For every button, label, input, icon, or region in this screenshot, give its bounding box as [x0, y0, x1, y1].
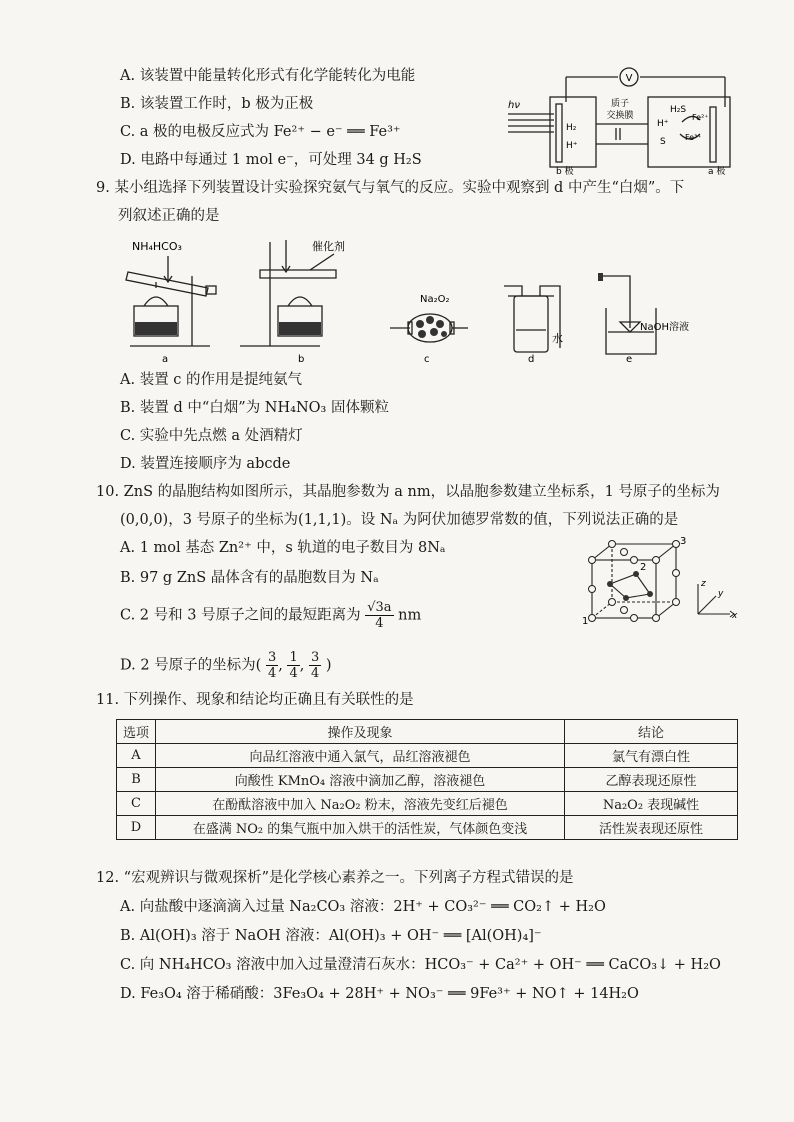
svg-text:2: 2	[640, 562, 647, 573]
q11-table	[116, 719, 738, 840]
svg-text:y: y	[718, 589, 724, 599]
svg-text:b 极: b 极	[556, 167, 574, 177]
table-header-cell: 结论	[565, 720, 738, 744]
table-cell: 向酸性 KMnO₄ 溶液中滴加乙醇，溶液褪色	[156, 768, 565, 792]
table-cell: D	[117, 816, 156, 840]
svg-text:H⁺: H⁺	[566, 141, 578, 151]
q10-option-c: C. 2 号和 3 号原子之间的最短距离为 $\frac{√3a}{4}$ nm	[120, 600, 422, 631]
q9-option-a: A. 装置 c 的作用是提纯氨气	[120, 372, 303, 388]
table-cell: 活性炭表现还原性	[565, 816, 738, 840]
svg-text:hν: hν	[508, 100, 520, 111]
q12-stem: 12. “宏观辨识与微观探析”是化学核心素养之一。下列离子方程式错误的是	[96, 870, 574, 886]
q10-unit-cell-diagram	[580, 538, 740, 628]
table-cell: 乙醇表现还原性	[565, 768, 738, 792]
svg-text:水: 水	[552, 332, 563, 345]
q9-option-d: D. 装置连接顺序为 abcde	[120, 456, 291, 472]
q10-option-d: D. 2 号原子的坐标为( $\frac{3}{4}$ , $\frac{1}{4}$ , $\frac{3}{4}$ )	[120, 650, 332, 681]
q12-option-a: A. 向盐酸中逐滴滴入过量 Na₂CO₃ 溶液：2H⁺ + CO₃²⁻ ══ CO₂↑ + H₂O	[120, 899, 606, 915]
table-cell: 在酚酞溶液中加入 Na₂O₂ 粉末，溶液先变红后褪色	[156, 792, 565, 816]
svg-text:Fe³⁺: Fe³⁺	[685, 133, 702, 142]
table-row	[117, 816, 738, 840]
q8-option-b: B. 该装置工作时，b 极为正极	[120, 96, 314, 112]
q9-option-c: C. 实验中先点燃 a 处酒精灯	[120, 428, 303, 444]
q10-stem: 10. ZnS 的晶胞结构如图所示，其晶胞参数为 a nm，以晶胞参数建立坐标系，1 号原子的坐标为	[96, 484, 720, 500]
svg-text:a: a	[162, 354, 169, 365]
q10-stem-cont: (0,0,0)，3 号原子的坐标为(1,1,1)。设 Nₐ 为阿伏加德罗常数的值，下列说法正确的是	[120, 512, 679, 528]
svg-text:e: e	[626, 354, 633, 365]
q12-option-b: B. Al(OH)₃ 溶于 NaOH 溶液：Al(OH)₃ + OH⁻ ══ [Al(OH)₄]⁻	[120, 928, 542, 944]
table-cell: Na₂O₂ 表现碱性	[565, 792, 738, 816]
q11-stem: 11. 下列操作、现象和结论均正确且有关联性的是	[96, 692, 414, 708]
table-cell: 在盛满 NO₂ 的集气瓶中加入烘干的活性炭，气体颜色变浅	[156, 816, 565, 840]
svg-text:S: S	[660, 137, 666, 147]
table-cell: A	[117, 744, 156, 768]
svg-text:x: x	[732, 611, 738, 621]
q9-apparatus-diagram	[120, 236, 720, 366]
table-row	[117, 768, 738, 792]
svg-text:催化剂: 催化剂	[312, 240, 345, 253]
svg-text:b: b	[298, 354, 305, 365]
svg-text:z: z	[701, 579, 706, 589]
table-header-row	[117, 720, 738, 744]
q8-cell-diagram	[508, 62, 740, 182]
svg-text:H₂S: H₂S	[670, 105, 687, 115]
svg-text:1: 1	[582, 616, 589, 627]
svg-text:3: 3	[680, 536, 687, 547]
svg-text:Fe²⁺: Fe²⁺	[692, 113, 709, 122]
table-row	[117, 792, 738, 816]
q9-option-b: B. 装置 d 中“白烟”为 NH₄NO₃ 固体颗粒	[120, 400, 389, 416]
table-cell: C	[117, 792, 156, 816]
table-header-cell: 选项	[117, 720, 156, 744]
table-row	[117, 744, 738, 768]
q8-option-a: A. 该装置中能量转化形式有化学能转化为电能	[120, 68, 416, 84]
q9-stem-cont: 列叙述正确的是	[118, 208, 220, 224]
q9-stem: 9. 某小组选择下列装置设计实验探究氨气与氧气的反应。实验中观察到 d 中产生“白烟”。下	[96, 180, 685, 196]
svg-text:a 极: a 极	[708, 167, 726, 177]
q10-option-a: A. 1 mol 基态 Zn²⁺ 中，s 轨道的电子数目为 8Nₐ	[120, 540, 446, 556]
table-header-cell: 操作及现象	[156, 720, 565, 744]
table-cell: B	[117, 768, 156, 792]
svg-text:H₂: H₂	[566, 123, 577, 133]
q10-option-b: B. 97 g ZnS 晶体含有的晶胞数目为 Nₐ	[120, 570, 379, 586]
table-cell: 向品红溶液中通入氯气，品红溶液褪色	[156, 744, 565, 768]
svg-text:d: d	[528, 354, 535, 365]
svg-text:c: c	[424, 354, 430, 365]
q8-option-d: D. 电路中每通过 1 mol e⁻，可处理 34 g H₂S	[120, 152, 422, 168]
svg-text:Na₂O₂: Na₂O₂	[420, 294, 450, 305]
q8-option-c: C. a 极的电极反应式为 Fe²⁺ − e⁻ ══ Fe³⁺	[120, 124, 401, 140]
q12-option-d: D. Fe₃O₄ 溶于稀硝酸：3Fe₃O₄ + 28H⁺ + NO₃⁻ ══ 9Fe³⁺ + NO↑ + 14H₂O	[120, 986, 639, 1002]
svg-text:质子: 质子	[610, 99, 630, 109]
svg-text:NH₄HCO₃: NH₄HCO₃	[132, 240, 182, 253]
svg-text:NaOH溶液: NaOH溶液	[640, 322, 689, 333]
svg-text:交换膜: 交换膜	[606, 111, 634, 121]
table-cell: 氯气有漂白性	[565, 744, 738, 768]
svg-text:V: V	[625, 73, 633, 84]
svg-text:H⁺: H⁺	[657, 119, 669, 129]
q12-option-c: C. 向 NH₄HCO₃ 溶液中加入过量澄清石灰水：HCO₃⁻ + Ca²⁺ + OH⁻ ══ CaCO₃↓ + H₂O	[120, 957, 721, 973]
